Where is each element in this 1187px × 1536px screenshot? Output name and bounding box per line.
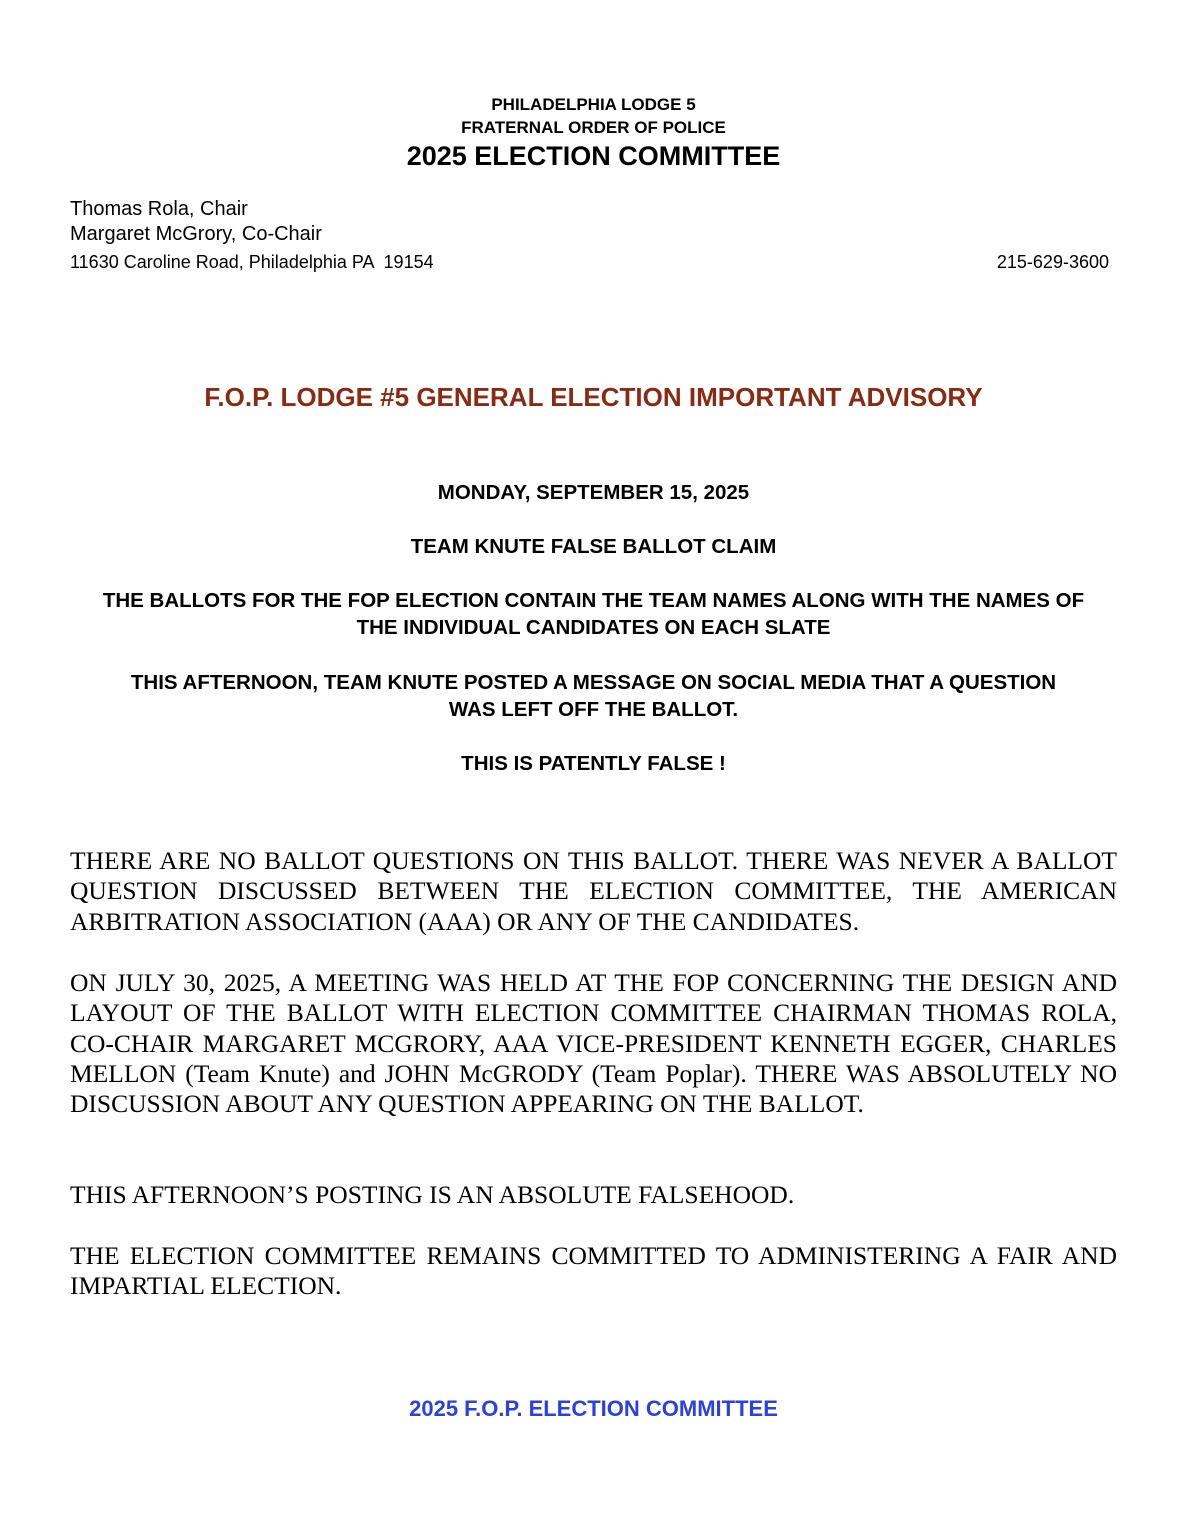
statement-false: THIS IS PATENTLY FALSE ! — [461, 752, 726, 775]
org-subtitle: FRATERNAL ORDER OF POLICE — [461, 118, 726, 137]
date: MONDAY, SEPTEMBER 15, 2025 — [437, 481, 750, 504]
address: 11630 Caroline Road, Philadelphia PA 19154 — [70, 252, 434, 272]
org-name: PHILADELPHIA LODGE 5 — [491, 95, 696, 114]
paragraph-commitment: THE ELECTION COMMITTEE REMAINS COMMITTED TO ADMINISTERING A FAIR AND IMPARTIAL ELECTION. — [70, 1241, 1117, 1301]
co-chair-name: Margaret McGrory, Co-Chair — [70, 223, 322, 245]
committee-title: 2025 ELECTION COMMITTEE — [406, 141, 781, 171]
statement-posting: THIS AFTERNOON, TEAM KNUTE POSTED A MESSAGE ON SOCIAL MEDIA THAT A QUESTION WAS LEFT OFF THE BALLOT. — [130, 671, 1057, 721]
paragraph-falsehood: THIS AFTERNOON’S POSTING IS AN ABSOLUTE FALSEHOOD. — [70, 1180, 795, 1209]
paragraph-no-questions: THERE ARE NO BALLOT QUESTIONS ON THIS BALLOT. THERE WAS NEVER A BALLOT QUESTION DISCUSSED BETWEEN THE ELECTION COMMITTEE, THE AMERICAN ARBITRATION ASSOCIATION (AAA) OR ANY OF THE CANDIDATES. — [70, 846, 1117, 936]
chair-name: Thomas Rola, Chair — [70, 198, 248, 220]
phone: 215-629-3600 — [996, 252, 1109, 272]
footer-signature: 2025 F.O.P. ELECTION COMMITTEE — [409, 1396, 778, 1421]
statement-ballots: THE BALLOTS FOR THE FOP ELECTION CONTAIN THE TEAM NAMES ALONG WITH THE NAMES OF THE INDIVIDUAL CANDIDATES ON EACH SLATE — [102, 589, 1085, 639]
advisory-title: F.O.P. LODGE #5 GENERAL ELECTION IMPORTANT ADVISORY — [204, 382, 983, 412]
paragraph-meeting: ON JULY 30, 2025, A MEETING WAS HELD AT THE FOP CONCERNING THE DESIGN AND LAYOUT OF THE BALLOT WITH ELECTION COMMITTEE CHAIRMAN THOMAS ROLA, CO-CHAIR MARGARET MCGRORY, AAA VICE-PRESIDENT KENNETH EGGER, CHARLES MELLON (Team Knute) and JOHN McGRODY (Team Poplar). THERE WAS ABSOLUTELY NO DISCUSSION ABOUT ANY QUESTION APPEARING ON THE BALLOT. — [70, 968, 1117, 1119]
subject: TEAM KNUTE FALSE BALLOT CLAIM — [410, 535, 777, 558]
